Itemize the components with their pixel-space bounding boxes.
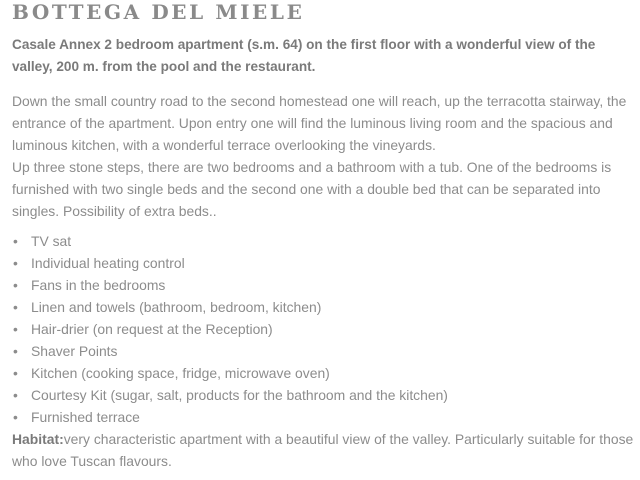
list-item: [12, 406, 634, 428]
features-list: [12, 230, 634, 428]
feature-label: Courtesy Kit (sugar, salt, products for the bathroom and the kitchen): [31, 387, 448, 403]
feature-label: Hair-drier (on request at the Reception): [31, 321, 273, 337]
bullet-icon: •: [13, 321, 18, 337]
apartment-description: [12, 90, 634, 222]
feature-label: Fans in the bedrooms: [31, 277, 166, 293]
bullet-icon: •: [13, 233, 18, 249]
list-item: [12, 384, 634, 406]
bullet-icon: •: [13, 277, 18, 293]
description-paragraph-1: Down the small country road to the second homestead one will reach, up the terracotta stairway, the entrance of the apartment. Upon entry one will find the luminous living room and the spacious and luminous kitchen, with a wonderful terrace overlooking the vineyards.: [12, 93, 627, 153]
list-item: [12, 318, 634, 340]
habitat-paragraph: [12, 428, 634, 472]
page-content: [12, 0, 634, 472]
list-item: [12, 340, 634, 362]
feature-label: Individual heating control: [31, 255, 185, 271]
bullet-icon: •: [13, 255, 18, 271]
page-title: BOTTEGA DEL MIELE: [12, 0, 305, 24]
feature-label: Linen and towels (bathroom, bedroom, kitchen): [31, 299, 322, 315]
habitat-text: very characteristic apartment with a beautiful view of the valley. Particularly suitable for those who love Tuscan flavours.: [12, 431, 634, 469]
list-item: [12, 274, 634, 296]
bullet-icon: •: [13, 409, 18, 425]
habitat-label: Habitat:: [12, 431, 64, 447]
description-paragraph-2: Up three stone steps, there are two bedrooms and a bathroom with a tub. One of the bedrooms is furnished with two single beds and the second one with a double bed that can be separated into singles. Possibility of extra beds..: [12, 159, 612, 219]
feature-label: Shaver Points: [31, 343, 118, 359]
bullet-icon: •: [13, 365, 18, 381]
list-item: [12, 230, 634, 252]
list-item: [12, 296, 634, 318]
apartment-summary: Casale Annex 2 bedroom apartment (s.m. 64) on the first floor with a wonderful view of the valley, 200 m. from the pool and the restaurant.: [12, 37, 596, 74]
list-item: [12, 362, 634, 384]
list-item: [12, 252, 634, 274]
feature-label: Kitchen (cooking space, fridge, microwave oven): [31, 365, 330, 381]
bullet-icon: •: [13, 387, 18, 403]
bullet-icon: •: [13, 299, 18, 315]
feature-label: TV sat: [31, 233, 72, 249]
feature-label: Furnished terrace: [31, 409, 140, 425]
bullet-icon: •: [13, 343, 18, 359]
